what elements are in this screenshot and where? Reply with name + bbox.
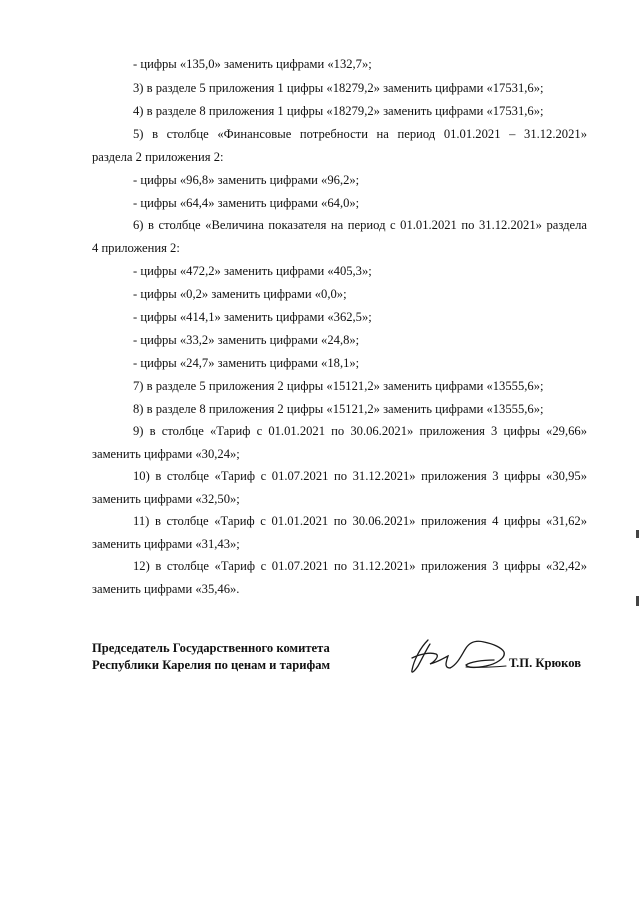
text-line: - цифры «472,2» заменить цифрами «405,3»;	[133, 264, 372, 278]
text-line: заменить цифрами «30,24»;	[92, 447, 240, 461]
text-line: заменить цифрами «35,46».	[92, 582, 240, 596]
text-line: - цифры «96,8» заменить цифрами «96,2»;	[133, 173, 360, 187]
text-line: - цифры «33,2» заменить цифрами «24,8»;	[133, 333, 360, 347]
handwritten-signature	[390, 618, 540, 688]
scan-edge-mark	[636, 530, 639, 538]
text-line: - цифры «414,1» заменить цифрами «362,5»;	[133, 310, 372, 324]
text-line: заменить цифрами «32,50»;	[92, 492, 240, 506]
text-line: 4 приложения 2:	[92, 241, 180, 255]
text-line: раздела 2 приложения 2:	[92, 150, 224, 164]
signatory-title-line2: Республики Карелия по ценам и тарифам	[92, 658, 331, 672]
text-line: 8) в разделе 8 приложения 2 цифры «15121,2» заменить цифрами «13555,6»;	[133, 402, 544, 416]
text-line: - цифры «0,2» заменить цифрами «0,0»;	[133, 287, 347, 301]
text-line: 6) в столбце «Величина показателя на период с 01.01.2021 по 31.12.2021» раздела	[133, 218, 587, 232]
text-line: 9) в столбце «Тариф с 01.01.2021 по 30.06.2021» приложения 3 цифры «29,66»	[133, 424, 587, 438]
text-line: заменить цифрами «31,43»;	[92, 537, 240, 551]
text-line: 7) в разделе 5 приложения 2 цифры «15121,2» заменить цифрами «13555,6»;	[133, 379, 544, 393]
text-line: 10) в столбце «Тариф с 01.07.2021 по 31.12.2021» приложения 3 цифры «30,95»	[133, 469, 587, 483]
scan-edge-mark	[636, 596, 639, 606]
text-line: 12) в столбце «Тариф с 01.07.2021 по 31.12.2021» приложения 3 цифры «32,42»	[133, 559, 587, 573]
text-line: - цифры «64,4» заменить цифрами «64,0»;	[133, 196, 360, 210]
text-line: - цифры «135,0» заменить цифрами «132,7»;	[133, 57, 372, 71]
text-line: 5) в столбце «Финансовые потребности на период 01.01.2021 – 31.12.2021»	[133, 127, 587, 141]
text-line: 11) в столбце «Тариф с 01.01.2021 по 30.06.2021» приложения 4 цифры «31,62»	[133, 514, 587, 528]
signatory-title-line1: Председатель Государственного комитета	[92, 641, 330, 655]
text-line: 3) в разделе 5 приложения 1 цифры «18279,2» заменить цифрами «17531,6»;	[133, 81, 544, 95]
signatory-name: Т.П. Крюков	[509, 656, 582, 670]
text-line: - цифры «24,7» заменить цифрами «18,1»;	[133, 356, 360, 370]
text-line: 4) в разделе 8 приложения 1 цифры «18279,2» заменить цифрами «17531,6»;	[133, 104, 544, 118]
